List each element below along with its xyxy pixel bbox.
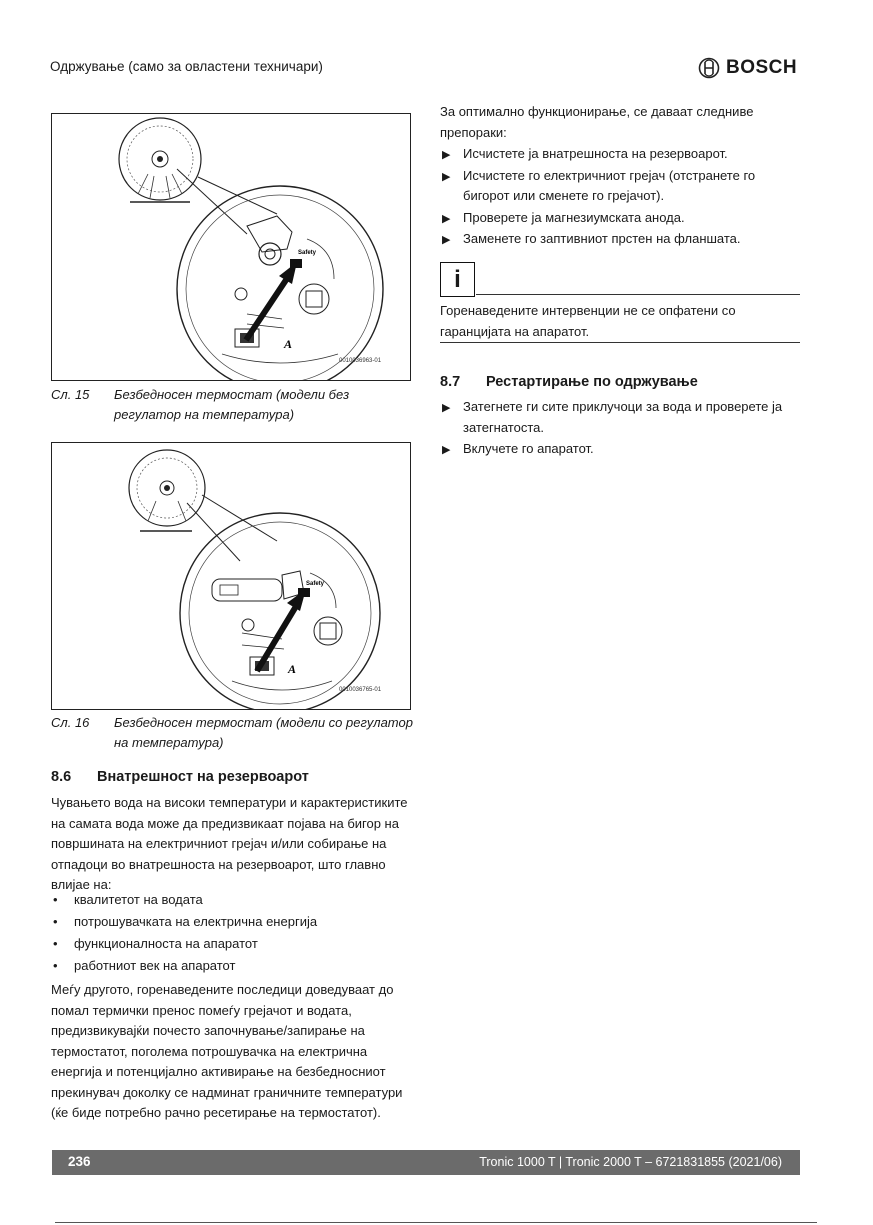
figure-15-caption (51, 385, 416, 427)
section-8-6-bullet-list (51, 890, 414, 978)
caption-text: Безбедносен термостат (модели без регулатор на температура) (114, 387, 350, 422)
recommendations-intro: За оптимално функционирање, се даваат следниве препораки: (440, 104, 754, 140)
arrow-bullet-icon: ▶ (442, 212, 451, 225)
brand-name: BOSCH (726, 57, 798, 78)
thermostat-diagram-no-regulator (52, 114, 410, 380)
section-8-6-intro: Чувањето вода на високи температури и карактеристиките на самата вода може да предизвикаат појава на бигор на површината на електричниот грејач и/или собирање на отпадоци во внатрешноста на резервоарот, што главно влијае на: (51, 795, 408, 892)
list-item: • функционалноста на апаратот (51, 934, 414, 955)
list-item: ▶ Проверете ја магнезиумската анода. (440, 208, 785, 229)
list-item: ▶ Исчистете ја внатрешноста на резервоарот. (440, 144, 785, 165)
list-item: • работниот век на апаратот (51, 956, 414, 977)
page-footer (52, 1150, 800, 1175)
section-title: Внатрешност на резервоарот (97, 769, 309, 785)
figure-16-caption (51, 713, 416, 755)
section-title: Рестартирање по одржување (486, 374, 698, 390)
arrow-bullet-icon: ▶ (442, 402, 451, 414)
arrow-bullet-icon: ▶ (442, 170, 451, 183)
section-8-6-heading (51, 769, 411, 785)
figure-code: 0010036963-01 (339, 358, 382, 364)
section-number: 8.6 (51, 769, 72, 785)
figure-15 (51, 113, 411, 381)
section-8-6-outro: Меѓу другото, горенаведените последици доведуваат до помал термички пренос помеѓу грејачот и водата, предизвикувајќи почесто започнување/запирање на термостатот, поголема потрошувачка на електрична енергија и потенцијално активирање на безбедносниот прекинувач доколку се надминат граничните температури (ќе биде потребно рачно ресетирање на термостатот). (51, 982, 403, 1120)
list-item: • квалитетот на водата (51, 890, 414, 911)
document-reference: Tronic 1000 T | Tronic 2000 T – 6721831855 (2021/06) (479, 1155, 782, 1169)
safety-label: Safety (306, 581, 325, 587)
caption-number: Сл. 15 (51, 387, 90, 402)
info-icon: i (440, 262, 475, 297)
label-a: A (284, 337, 293, 351)
arrow-bullet-icon: ▶ (442, 444, 451, 456)
caption-number: Сл. 16 (51, 715, 90, 730)
thermostat-diagram-with-regulator (52, 443, 410, 709)
figure-16 (51, 442, 411, 710)
list-item: • потрошувачката на електрична енергија (51, 912, 414, 933)
page-header-title: Одржување (само за овластени техничари) (50, 59, 323, 74)
info-bottom-rule (440, 342, 800, 343)
info-top-rule (476, 294, 800, 295)
section-8-7-heading (440, 374, 800, 390)
list-item: ▶ Заменете го заптивниот прстен на фланшата. (440, 229, 785, 250)
restart-steps-list (440, 397, 785, 461)
list-item: ▶ Затегнете ги сите приклучоци за вода и проверете ја затегнатоста. (442, 399, 783, 435)
figure-code: 0010036765-01 (339, 687, 382, 693)
recommendations-list (440, 144, 785, 251)
label-a: A (288, 662, 297, 676)
arrow-bullet-icon: ▶ (442, 234, 451, 246)
info-note-text: Горенаведените интервенции не се опфатени со гаранцијата на апаратот. (440, 303, 736, 339)
list-item: ▶ Исчистете го електричниот грејач (отстранете го бигорот или сменете го грејачот). (442, 167, 756, 203)
bosch-armature-icon (698, 57, 720, 79)
caption-text: Безбедносен термостат (модели со регулатор на температура) (114, 715, 413, 750)
safety-label: Safety (298, 250, 317, 256)
page-number: 236 (68, 1154, 91, 1169)
bottom-rule (55, 1222, 817, 1223)
arrow-bullet-icon: ▶ (442, 149, 451, 161)
bosch-logo (698, 55, 808, 81)
list-item: ▶ Вклучете го апаратот. (440, 439, 785, 460)
section-number: 8.7 (440, 374, 461, 390)
